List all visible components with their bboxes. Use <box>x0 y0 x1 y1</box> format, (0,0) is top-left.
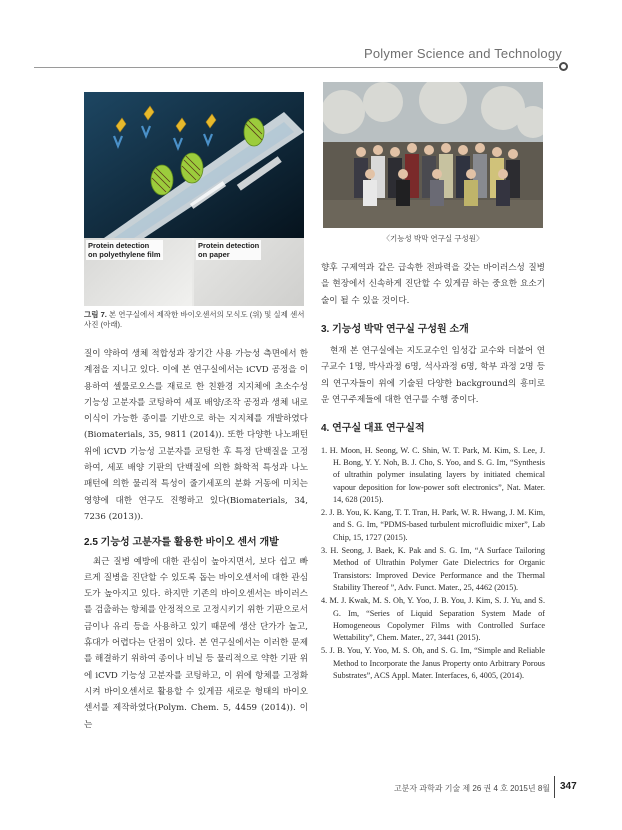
right-paragraph-2: 현재 본 연구실에는 지도교수인 임성갑 교수와 더불어 연구교수 1명, 박사과정 6명, 석사과정 6명, 학부 과정 2명 등의 연구자들이 위에 기술된 다양한 background의 흥미로운 연구주제들에 대한 연구를 수행 중이다. <box>321 346 545 406</box>
reference-item: 5. J. B. You, Y. Yoo, M. S. Oh, and S. G. Im, “Simple and Reliable Method to Incorporate the Janus Property onto Arbitrary Porous Substrates”, ACS Appl. Mater. Interfaces, 6, 4005, (2014). <box>321 646 545 681</box>
sensor-photos <box>84 238 304 306</box>
left-paragraph-2: 최근 질병 예방에 대한 관심이 높아지면서, 보다 쉽고 빠르게 질병을 진단할 수 있도록 돕는 바이오센서에 대한 관심도가 높아지고 있다. 하지만 기존의 바이오센서는 바이러스를 검출하는 항체를 안정적으로 고정시키기 위한 기판으로서 금이나 유리 등을 사용하고 있기 때문에 생산 단가가 높고, 휴대가 어렵다는 단점이 있다. 본 연구실에서는 이러한 문제를 해결하기 위하여 종이나 비닐 등 물리적으로 약한 기판 위에 iCVD 기능성 고분자를 코팅하고, 이 위에 항체를 고정화시켜 바이오센서로 활용할 수 있게끔 새로운 형태의 바이오센서를 제작하였다(Polym. Chem. 5, 4459 (2014)). 이는 <box>84 556 308 730</box>
reference-item: 1. H. Moon, H. Seong, W. C. Shin, W. T. Park, M. Kim, S. Lee, J. H. Bong, Y. Y. Noh, B. J. Cho, S. Yoo, and S. G. Im, “Synthesis of ultrathin polymer insulating layers by initiated chemical vapour deposition for low-power soft electronics”, Nat. Mater. 14, 628 (2015). <box>321 445 545 504</box>
footer-journal-info: 고분자 과학과 기술 제 26 권 4 호 2015년 8월 <box>393 784 550 793</box>
biosensor-schematic <box>84 92 304 238</box>
right-column <box>321 260 545 683</box>
figure-lab-members-photo <box>323 82 543 228</box>
header-dot-icon <box>559 62 568 71</box>
reference-item: 3. H. Seong, J. Baek, K. Pak and S. G. Im, “A Surface Tailoring Method of Ultrathin Polymer Gate Dielectrics for Organic Transistors: Improved Device Performance and the Thermal Stability Thereof ”, Adv. Funct. Mater., 25, 4462 (2015). <box>321 546 545 592</box>
caption-prefix: 그림 7. <box>84 310 107 319</box>
reference-item: 2. J. B. You, K. Kang, T. T. Tran, H. Park, W. R. Hwang, J. M. Kim, and S. G. Im, “PDMS-based turbulent microfluidic mixer”, Lab Chip, 15, 1727 (2015). <box>321 508 545 542</box>
left-paragraph-1: 질이 약하여 생체 적합성과 장기간 사용 가능성 측면에서 한계점을 지니고 있다. 이에 본 연구실에서는 iCVD 공정을 이용하여 셀룰로오스를 재료로 한 친환경 지지체에 초소수성 기능성 고분자를 코팅하여 세포 배양/조작 공정과 생체 내로 이식이 가능한 종이를 기반으로 하는 지지체를 개발하였다(Biomaterials, 35, 9811 (2014)). 또한 다양한 나노패턴 위에 iCVD 기능성 고분자를 코팅한 후 특정 단백질을 고정하여, 세포 배양 기판의 단백질에 의한 화학적 특성과 나노 패턴에 의한 물리적 특성이 줄기세포의 분화 거동에 미치는 영향에 대한 연구도 진행하고 있다(Biomaterials, 34, 7236 (2013)). <box>84 349 308 522</box>
reference-list <box>321 445 545 683</box>
page-header-title: Polymer Science and Technology <box>364 46 562 61</box>
figure-left-caption <box>84 310 306 330</box>
section-2-5-heading: 2.5 기능성 고분자를 활용한 바이오 센서 개발 <box>84 537 279 549</box>
group-photo <box>323 82 543 228</box>
reference-item: 4. M. J. Kwak, M. S. Oh, Y. Yoo, J. B. You, J. Kim, S. J. Yu, and S. G. Im, “Series of Liquid Separation System Made of Homogeneous Copolymer Films with Controlled Surface Wettability”, Chem. Mater., 27, 3441 (2015). <box>321 596 545 643</box>
footer-divider <box>554 776 555 798</box>
section-4-heading: 4. 연구실 대표 연구실적 <box>321 423 425 435</box>
figure-right-caption: 〈기능성 박막 연구실 구성원〉 <box>382 234 484 243</box>
label-polyethylene: Protein detection on polyethylene film <box>88 241 161 259</box>
right-paragraph-1: 향후 구제역과 같은 급속한 전파력을 갖는 바이러스성 질병을 현장에서 신속하게 진단할 수 있게끔 하는 중요한 요소기술이 될 수 있을 것이다. <box>321 263 545 306</box>
page-number: 347 <box>560 781 577 792</box>
figure-biosensor <box>84 92 304 306</box>
section-3-heading: 3. 기능성 박막 연구실 구성원 소개 <box>321 323 469 335</box>
caption-text: 본 연구실에서 제작한 바이오센서의 모식도 (위) 및 실제 센서 사진 (아래). <box>84 310 305 329</box>
header-rule <box>34 67 558 68</box>
label-paper: Protein detection on paper <box>198 241 260 259</box>
left-column <box>84 346 308 733</box>
